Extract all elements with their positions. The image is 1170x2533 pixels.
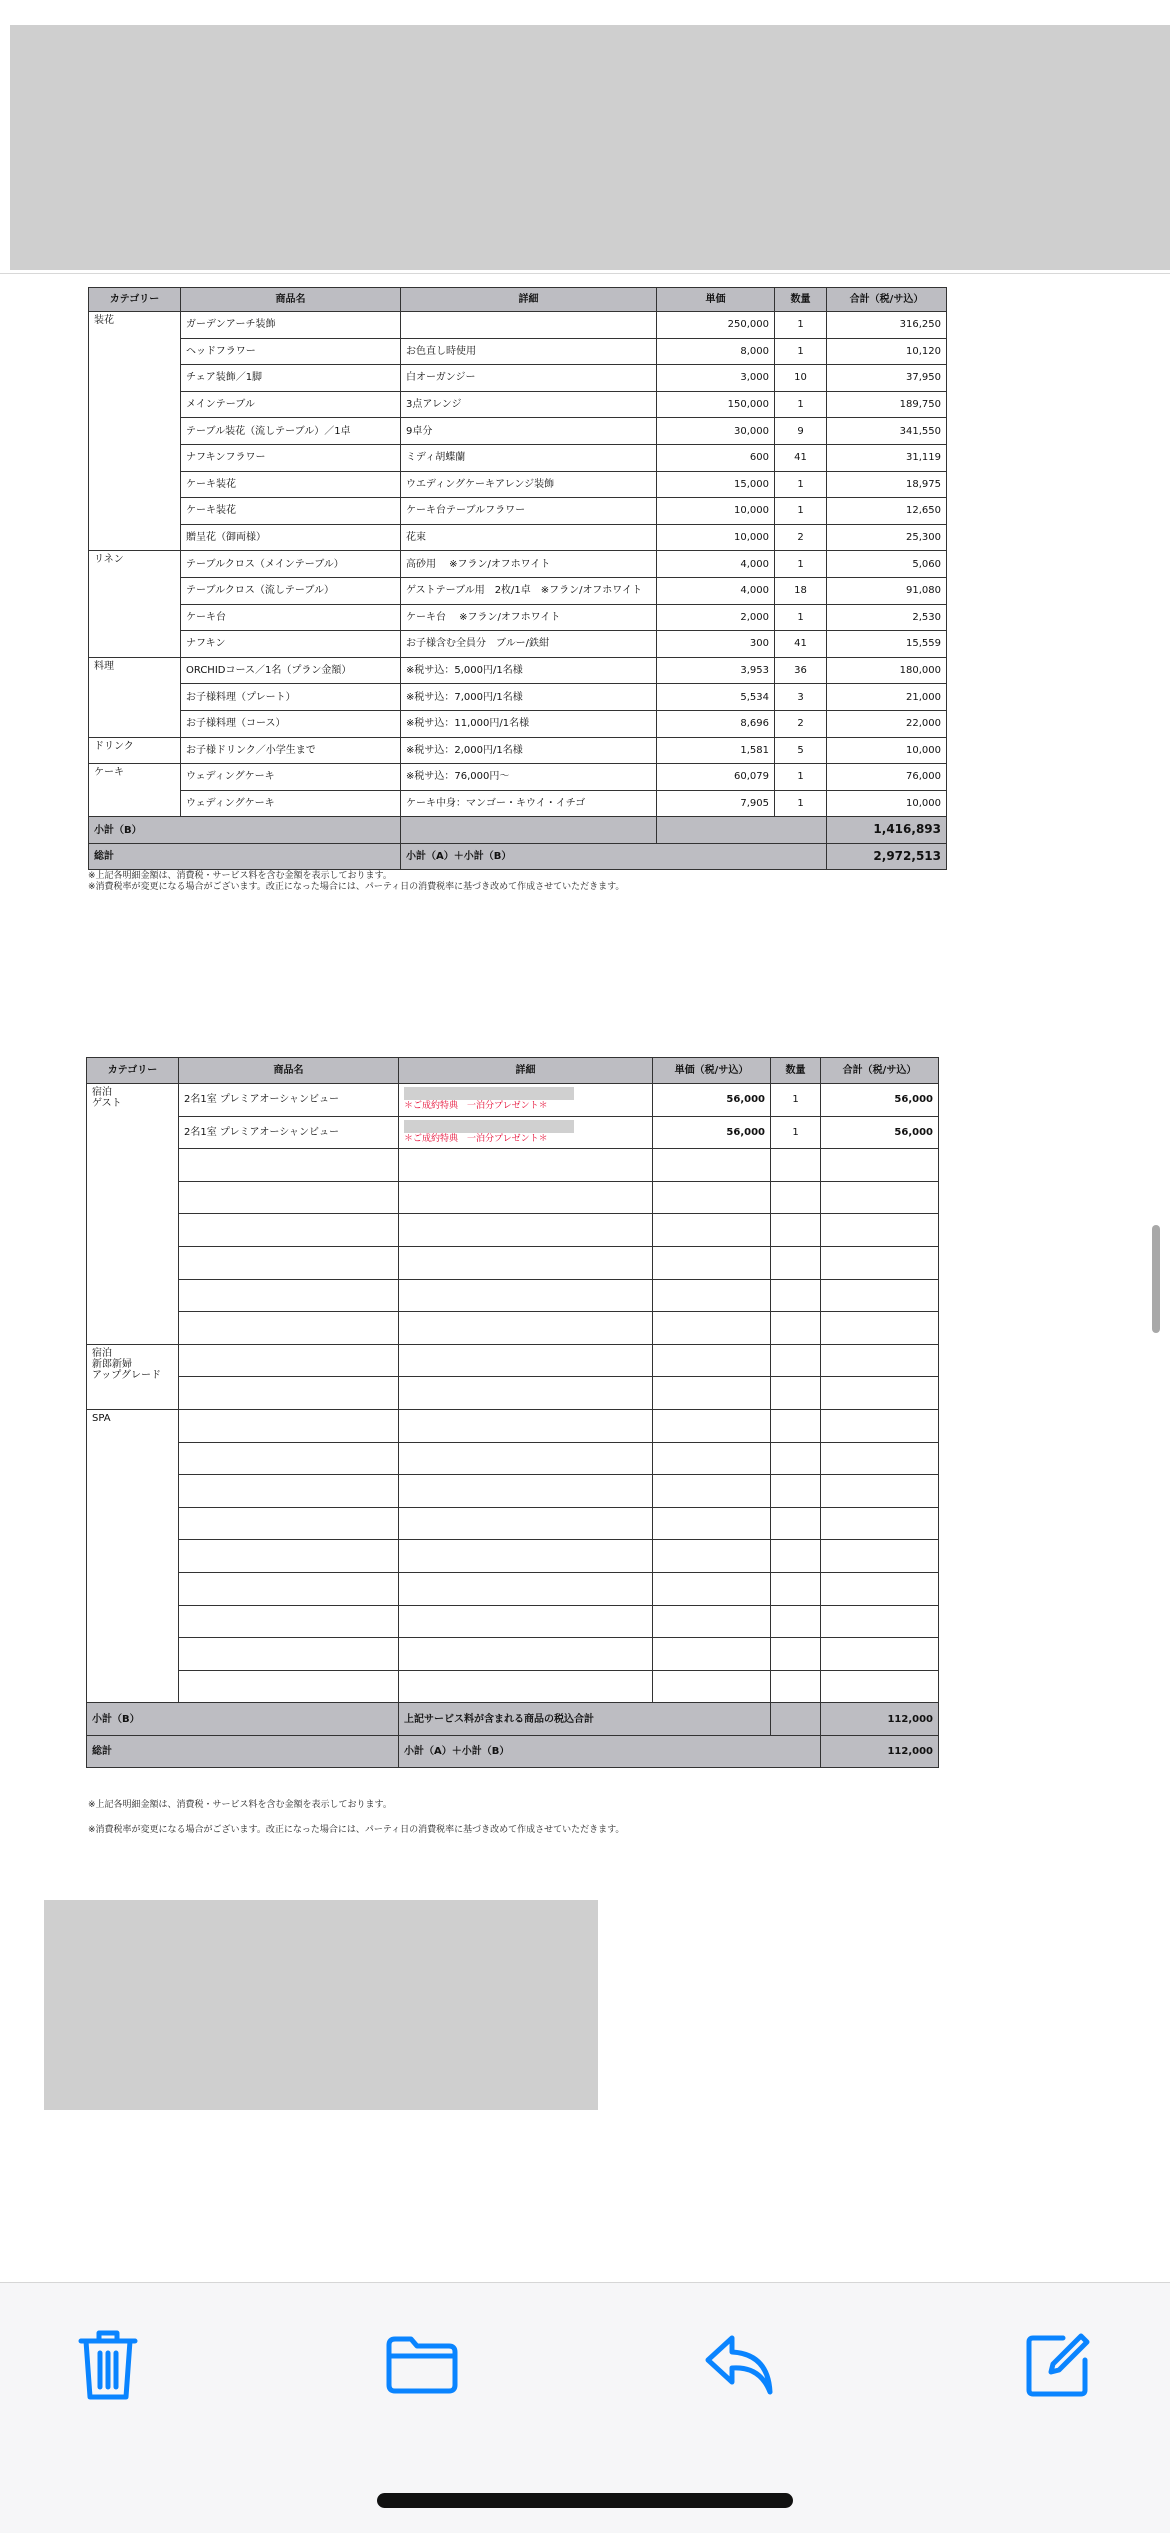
- unit-price-cell: 300: [657, 631, 775, 658]
- table-row: [87, 1605, 939, 1638]
- table-row: [87, 1409, 939, 1442]
- table-row: [89, 577, 947, 604]
- empty-cell: [399, 1572, 653, 1605]
- grand-total-value: 2,972,513: [827, 843, 947, 870]
- category-cell: ドリンク: [89, 737, 181, 764]
- header-quantity: 数量: [771, 1058, 821, 1084]
- empty-cell: [179, 1507, 399, 1540]
- table-row: [87, 1572, 939, 1605]
- empty-cell: [399, 1605, 653, 1638]
- table-row: [87, 1540, 939, 1573]
- estimate-table-2: [86, 1057, 939, 1768]
- empty-cell: [653, 1344, 771, 1377]
- quantity-cell: 1: [775, 391, 827, 418]
- empty-cell: [821, 1214, 939, 1247]
- home-indicator[interactable]: [377, 2493, 793, 2508]
- empty-cell: [771, 1279, 821, 1312]
- unit-price-cell: 3,000: [657, 365, 775, 392]
- quantity-cell: 5: [775, 737, 827, 764]
- grand-total-value: 112,000: [821, 1735, 939, 1768]
- table-row: [87, 1246, 939, 1279]
- quantity-cell: 1: [771, 1116, 821, 1149]
- empty-cell: [821, 1312, 939, 1345]
- redacted-header-block: [10, 25, 1170, 270]
- item-name-cell: お子様ドリンク／小学生まで: [181, 737, 401, 764]
- unit-price-cell: 56,000: [653, 1116, 771, 1149]
- total-cell: 22,000: [827, 710, 947, 737]
- grand-total-row: [89, 843, 947, 870]
- detail-cell: ケーキ中身：マンゴー・キウイ・イチゴ: [401, 790, 657, 817]
- empty-cell: [771, 1377, 821, 1410]
- detail-cell: 花束: [401, 524, 657, 551]
- item-name-cell: 2名1室 プレミアオーシャンビュー: [179, 1116, 399, 1149]
- table-row: [87, 1084, 939, 1117]
- quantity-cell: 1: [775, 498, 827, 525]
- estimate-table-1: [88, 287, 947, 870]
- item-name-cell: ウェディングケーキ: [181, 764, 401, 791]
- unit-price-cell: 250,000: [657, 312, 775, 339]
- table-row: [87, 1670, 939, 1703]
- table-row: [87, 1149, 939, 1182]
- empty-cell: [179, 1246, 399, 1279]
- empty-cell: [821, 1605, 939, 1638]
- empty-cell: [771, 1572, 821, 1605]
- table-row: [89, 737, 947, 764]
- empty-cell: [179, 1149, 399, 1182]
- table-row: [89, 418, 947, 445]
- table-row: [87, 1181, 939, 1214]
- detail-cell: ※税サ込：5,000円/1名様: [401, 657, 657, 684]
- empty-cell: [771, 1540, 821, 1573]
- total-cell: 12,650: [827, 498, 947, 525]
- empty-cell: [821, 1246, 939, 1279]
- empty-cell: [771, 1475, 821, 1508]
- empty-cell: [653, 1214, 771, 1247]
- unit-price-cell: 600: [657, 444, 775, 471]
- table-row: [87, 1214, 939, 1247]
- empty-cell: [653, 1540, 771, 1573]
- empty-cell: [399, 1279, 653, 1312]
- table-row: [89, 551, 947, 578]
- empty-cell: [821, 1344, 939, 1377]
- total-cell: 189,750: [827, 391, 947, 418]
- quantity-cell: 41: [775, 631, 827, 658]
- subtotal-detail: 上記サービス料が含まれる商品の税込合計: [399, 1703, 771, 1736]
- empty-cell: [179, 1312, 399, 1345]
- total-cell: 316,250: [827, 312, 947, 339]
- empty-cell: [771, 1214, 821, 1247]
- subtotal-blank-cell: [771, 1703, 821, 1736]
- promo-text: ＊ご成約特典 一泊分プレゼント＊: [404, 1101, 548, 1112]
- detail-cell: ※税サ込：11,000円/1名様: [401, 710, 657, 737]
- empty-cell: [179, 1638, 399, 1671]
- subtotal-row: [87, 1703, 939, 1736]
- item-name-cell: ORCHIDコース／1名（プラン金額）: [181, 657, 401, 684]
- empty-cell: [653, 1670, 771, 1703]
- empty-cell: [771, 1246, 821, 1279]
- unit-price-cell: 10,000: [657, 498, 775, 525]
- unit-price-cell: 3,953: [657, 657, 775, 684]
- empty-cell: [179, 1344, 399, 1377]
- detail-cell: 白オーガンジー: [401, 365, 657, 392]
- table-row: [89, 631, 947, 658]
- empty-cell: [179, 1279, 399, 1312]
- empty-cell: [399, 1409, 653, 1442]
- item-name-cell: テーブルクロス（流しテーブル）: [181, 577, 401, 604]
- redacted-detail: [404, 1120, 574, 1133]
- table-row: [87, 1638, 939, 1671]
- grand-total-label: 総計: [87, 1735, 399, 1768]
- quantity-cell: 1: [775, 471, 827, 498]
- unit-price-cell: 30,000: [657, 418, 775, 445]
- table-header-row: [87, 1058, 939, 1084]
- table-row: [89, 524, 947, 551]
- empty-cell: [653, 1572, 771, 1605]
- category-cell: リネン: [89, 551, 181, 657]
- item-name-cell: お子様料理（コース）: [181, 710, 401, 737]
- scroll-indicator[interactable]: [1152, 1225, 1160, 1333]
- total-cell: 341,550: [827, 418, 947, 445]
- detail-cell: [399, 1116, 653, 1149]
- header-category: カテゴリー: [89, 288, 181, 312]
- grand-total-label: 総計: [89, 843, 401, 870]
- item-name-cell: ナフキンフラワー: [181, 444, 401, 471]
- detail-cell: [401, 312, 657, 339]
- empty-cell: [771, 1149, 821, 1182]
- empty-cell: [653, 1279, 771, 1312]
- compose-button[interactable]: [1018, 2325, 1098, 2405]
- subtotal-detail-cell: [401, 817, 657, 844]
- table-row: [87, 1312, 939, 1345]
- empty-cell: [399, 1442, 653, 1475]
- empty-cell: [771, 1344, 821, 1377]
- empty-cell: [653, 1377, 771, 1410]
- empty-cell: [399, 1149, 653, 1182]
- detail-cell: ※税サ込：76,000円〜: [401, 764, 657, 791]
- total-cell: 37,950: [827, 365, 947, 392]
- table-row: [87, 1507, 939, 1540]
- header-total: 合計（税/サ込）: [827, 288, 947, 312]
- total-cell: 76,000: [827, 764, 947, 791]
- page-divider: [0, 273, 1170, 274]
- empty-cell: [821, 1442, 939, 1475]
- detail-cell: 3点アレンジ: [401, 391, 657, 418]
- empty-cell: [399, 1312, 653, 1345]
- total-cell: 25,300: [827, 524, 947, 551]
- item-name-cell: お子様料理（プレート）: [181, 684, 401, 711]
- empty-cell: [179, 1409, 399, 1442]
- unit-price-cell: 60,079: [657, 764, 775, 791]
- table-row: [87, 1377, 939, 1410]
- grand-total-formula: 小計（A）＋小計（B）: [401, 843, 827, 870]
- unit-price-cell: 8,000: [657, 338, 775, 365]
- quantity-cell: 9: [775, 418, 827, 445]
- redacted-footer-block: [44, 1900, 598, 2110]
- detail-cell: ※税サ込：2,000円/1名様: [401, 737, 657, 764]
- total-cell: 5,060: [827, 551, 947, 578]
- total-cell: 56,000: [821, 1116, 939, 1149]
- item-name-cell: ナフキン: [181, 631, 401, 658]
- subtotal-blank-cell: [657, 817, 827, 844]
- empty-cell: [771, 1507, 821, 1540]
- empty-cell: [179, 1214, 399, 1247]
- empty-cell: [399, 1475, 653, 1508]
- table-body: [89, 312, 947, 870]
- compose-icon: [1023, 2330, 1093, 2400]
- empty-cell: [653, 1181, 771, 1214]
- quantity-cell: 1: [775, 604, 827, 631]
- category-cell: 料理: [89, 657, 181, 737]
- quantity-cell: 1: [775, 790, 827, 817]
- item-name-cell: ヘッドフラワー: [181, 338, 401, 365]
- empty-cell: [821, 1149, 939, 1182]
- unit-price-cell: 4,000: [657, 551, 775, 578]
- total-cell: 180,000: [827, 657, 947, 684]
- item-name-cell: ケーキ台: [181, 604, 401, 631]
- total-cell: 56,000: [821, 1084, 939, 1117]
- footnote-tax-change: ※消費税率が変更になる場合がございます。改正になった場合には、パーティ日の消費税率に基づき改めて作成させていただきます。: [88, 882, 625, 892]
- empty-cell: [653, 1475, 771, 1508]
- table-header-row: [89, 288, 947, 312]
- grand-total-row: [87, 1735, 939, 1768]
- table-row: [87, 1279, 939, 1312]
- detail-cell: ゲストテーブル用 2枚/1卓 ※フラン/オフホワイト: [401, 577, 657, 604]
- empty-cell: [821, 1638, 939, 1671]
- empty-cell: [399, 1638, 653, 1671]
- empty-cell: [399, 1181, 653, 1214]
- unit-price-cell: 7,905: [657, 790, 775, 817]
- empty-cell: [179, 1181, 399, 1214]
- category-cell: SPA: [87, 1409, 179, 1702]
- empty-cell: [179, 1475, 399, 1508]
- quantity-cell: 1: [775, 312, 827, 339]
- table-row: [89, 710, 947, 737]
- table-row: [89, 444, 947, 471]
- empty-cell: [179, 1540, 399, 1573]
- subtotal-label: 小計（B）: [89, 817, 401, 844]
- item-name-cell: テーブルクロス（メインテーブル）: [181, 551, 401, 578]
- total-cell: 10,120: [827, 338, 947, 365]
- empty-cell: [821, 1475, 939, 1508]
- quantity-cell: 1: [775, 551, 827, 578]
- empty-cell: [771, 1181, 821, 1214]
- empty-cell: [399, 1670, 653, 1703]
- empty-cell: [821, 1507, 939, 1540]
- total-cell: 10,000: [827, 790, 947, 817]
- header-total: 合計（税/サ込）: [821, 1058, 939, 1084]
- subtotal-value: 112,000: [821, 1703, 939, 1736]
- quantity-cell: 18: [775, 577, 827, 604]
- grand-total-formula: 小計（A）＋小計（B）: [399, 1735, 821, 1768]
- total-cell: 91,080: [827, 577, 947, 604]
- header-quantity: 数量: [775, 288, 827, 312]
- total-cell: 18,975: [827, 471, 947, 498]
- empty-cell: [771, 1605, 821, 1638]
- header-category: カテゴリー: [87, 1058, 179, 1084]
- folder-icon: [385, 2335, 459, 2395]
- total-cell: 2,530: [827, 604, 947, 631]
- unit-price-cell: 4,000: [657, 577, 775, 604]
- delete-button[interactable]: [68, 2325, 148, 2405]
- table-row: [89, 365, 947, 392]
- unit-price-cell: 56,000: [653, 1084, 771, 1117]
- empty-cell: [653, 1149, 771, 1182]
- subtotal-value: 1,416,893: [827, 817, 947, 844]
- unit-price-cell: 1,581: [657, 737, 775, 764]
- empty-cell: [653, 1246, 771, 1279]
- table-row: [89, 604, 947, 631]
- table-row: [87, 1344, 939, 1377]
- item-name-cell: メインテーブル: [181, 391, 401, 418]
- category-cell: ケーキ: [89, 764, 181, 817]
- reply-button[interactable]: [699, 2325, 779, 2405]
- empty-cell: [653, 1409, 771, 1442]
- empty-cell: [653, 1507, 771, 1540]
- category-cell: 宿泊 新郎新婦 アップグレード: [87, 1344, 179, 1409]
- detail-cell: お色直し時使用: [401, 338, 657, 365]
- table-row: [89, 790, 947, 817]
- item-name-cell: チェア装飾／1脚: [181, 365, 401, 392]
- detail-cell: お子様含む全員分 ブルー/鉄紺: [401, 631, 657, 658]
- unit-price-cell: 8,696: [657, 710, 775, 737]
- detail-cell: 高砂用 ※フラン/オフホワイト: [401, 551, 657, 578]
- table-row: [89, 391, 947, 418]
- empty-cell: [179, 1605, 399, 1638]
- quantity-cell: 3: [775, 684, 827, 711]
- total-cell: 31,119: [827, 444, 947, 471]
- detail-cell: ウエディングケーキアレンジ装飾: [401, 471, 657, 498]
- empty-cell: [653, 1312, 771, 1345]
- empty-cell: [179, 1377, 399, 1410]
- redacted-detail: [404, 1087, 574, 1100]
- empty-cell: [771, 1409, 821, 1442]
- empty-cell: [821, 1572, 939, 1605]
- total-cell: 10,000: [827, 737, 947, 764]
- quantity-cell: 1: [775, 764, 827, 791]
- item-name-cell: テーブル装花（流しテーブル）／1卓: [181, 418, 401, 445]
- empty-cell: [399, 1246, 653, 1279]
- subtotal-label: 小計（B）: [87, 1703, 399, 1736]
- empty-cell: [399, 1377, 653, 1410]
- detail-cell: ミディ胡蝶蘭: [401, 444, 657, 471]
- table-row: [89, 338, 947, 365]
- item-name-cell: 贈呈花（御両様）: [181, 524, 401, 551]
- header-unit-price: 単価: [657, 288, 775, 312]
- empty-cell: [653, 1442, 771, 1475]
- empty-cell: [821, 1409, 939, 1442]
- total-cell: 15,559: [827, 631, 947, 658]
- table-row: [89, 764, 947, 791]
- promo-text: ＊ご成約特典 一泊分プレゼント＊: [404, 1133, 548, 1144]
- header-item-name: 商品名: [179, 1058, 399, 1084]
- item-name-cell: ウェディングケーキ: [181, 790, 401, 817]
- move-to-folder-button[interactable]: [382, 2325, 462, 2405]
- table-row: [89, 657, 947, 684]
- quantity-cell: 41: [775, 444, 827, 471]
- table-row: [87, 1442, 939, 1475]
- header-detail: 詳細: [401, 288, 657, 312]
- table-row: [89, 498, 947, 525]
- empty-cell: [653, 1638, 771, 1671]
- item-name-cell: ケーキ装花: [181, 498, 401, 525]
- footnote-tax: ※上記各明細金額は、消費税・サービス料を含む金額を表示しております。: [88, 1800, 392, 1810]
- empty-cell: [179, 1572, 399, 1605]
- detail-cell: ケーキ台テーブルフラワー: [401, 498, 657, 525]
- item-name-cell: ケーキ装花: [181, 471, 401, 498]
- detail-cell: [399, 1084, 653, 1117]
- table-row: [87, 1116, 939, 1149]
- empty-cell: [771, 1312, 821, 1345]
- empty-cell: [399, 1507, 653, 1540]
- detail-cell: ※税サ込：7,000円/1名様: [401, 684, 657, 711]
- empty-cell: [821, 1377, 939, 1410]
- footnote-tax-change: ※消費税率が変更になる場合がございます。改正になった場合には、パーティ日の消費税率に基づき改めて作成させていただきます。: [88, 1825, 625, 1835]
- quantity-cell: 36: [775, 657, 827, 684]
- empty-cell: [399, 1344, 653, 1377]
- quantity-cell: 2: [775, 710, 827, 737]
- table-row: [87, 1475, 939, 1508]
- empty-cell: [771, 1638, 821, 1671]
- empty-cell: [821, 1279, 939, 1312]
- unit-price-cell: 15,000: [657, 471, 775, 498]
- empty-cell: [179, 1670, 399, 1703]
- footnote-tax: ※上記各明細金額は、消費税・サービス料を含む金額を表示しております。: [88, 871, 392, 881]
- reply-icon: [702, 2332, 776, 2398]
- detail-cell: ケーキ台 ※フラン/オフホワイト: [401, 604, 657, 631]
- total-cell: 21,000: [827, 684, 947, 711]
- header-unit-price: 単価（税/サ込）: [653, 1058, 771, 1084]
- item-name-cell: ガーデンアーチ装飾: [181, 312, 401, 339]
- table-body: [87, 1084, 939, 1768]
- table-row: [89, 312, 947, 339]
- category-cell: 宿泊 ゲスト: [87, 1084, 179, 1345]
- empty-cell: [399, 1214, 653, 1247]
- subtotal-row: [89, 817, 947, 844]
- unit-price-cell: 5,534: [657, 684, 775, 711]
- empty-cell: [399, 1540, 653, 1573]
- table-row: [89, 471, 947, 498]
- quantity-cell: 1: [775, 338, 827, 365]
- empty-cell: [771, 1670, 821, 1703]
- empty-cell: [179, 1442, 399, 1475]
- category-cell: 装花: [89, 312, 181, 551]
- empty-cell: [821, 1670, 939, 1703]
- unit-price-cell: 10,000: [657, 524, 775, 551]
- quantity-cell: 2: [775, 524, 827, 551]
- header-detail: 詳細: [399, 1058, 653, 1084]
- empty-cell: [821, 1540, 939, 1573]
- empty-cell: [821, 1181, 939, 1214]
- empty-cell: [771, 1442, 821, 1475]
- detail-cell: 9卓分: [401, 418, 657, 445]
- table-row: [89, 684, 947, 711]
- header-item-name: 商品名: [181, 288, 401, 312]
- quantity-cell: 10: [775, 365, 827, 392]
- trash-icon: [77, 2327, 139, 2403]
- item-name-cell: 2名1室 プレミアオーシャンビュー: [179, 1084, 399, 1117]
- empty-cell: [653, 1605, 771, 1638]
- quantity-cell: 1: [771, 1084, 821, 1117]
- unit-price-cell: 2,000: [657, 604, 775, 631]
- unit-price-cell: 150,000: [657, 391, 775, 418]
